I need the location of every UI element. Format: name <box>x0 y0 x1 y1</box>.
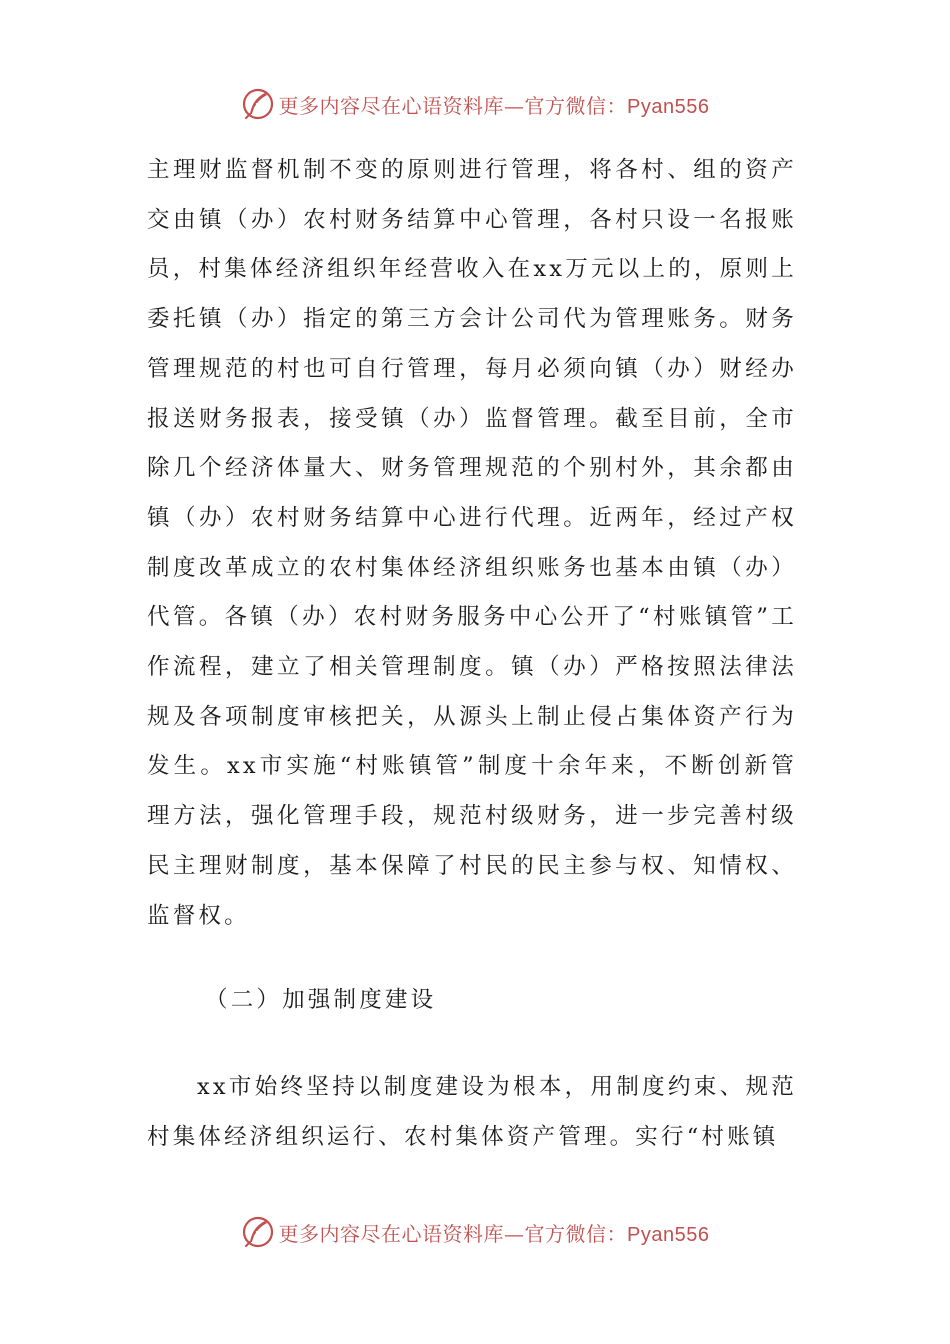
footer-watermark <box>0 1212 950 1252</box>
document-body <box>147 146 797 1150</box>
header-watermark <box>0 84 950 124</box>
body-paragraph-2: xx市始终坚持以制度建设为根本，用制度约束、规范村集体经济组织运行、农村集体资产管理。实行“村账镇 <box>147 1074 797 1150</box>
watermark-wechat-id: Pyan556 <box>627 95 710 118</box>
body-paragraph-1: 主理财监督机制不变的原则进行管理，将各村、组的资产交由镇（办）农村财务结算中心管理，各村只设一名报账员，村集体经济组织年经营收入在xx万元以上的，原则上委托镇（办）指定的第三方会计公司代为管理账务。财务管理规范的村也可自行管理，每月必须向镇（办）财经办报送财务报表，接受镇（办）监督管理。截至目前，全市除几个经济体量大、财务管理规范的个别村外，其余都由镇（办）农村财务结算中心进行代理。近两年，经过产权制度改革成立的农村集体经济组织账务也基本由镇（办）代管。各镇（办）农村财务服务中心公开了“村账镇管”工作流程，建立了相关管理制度。镇（办）严格按照法律法规及各项制度审核把关，从源头上制止侵占集体资产行为发生。xx市实施“村账镇管”制度十余年来，不断创新管理方法，强化管理手段，规范村级财务，进一步完善村级民主理财制度，基本保障了村民的民主参与权、知情权、监督权。 <box>147 157 797 929</box>
watermark-text <box>279 1218 710 1247</box>
feather-pen-logo-icon <box>241 1215 275 1249</box>
watermark-text <box>279 90 710 119</box>
feather-pen-logo-icon <box>241 87 275 121</box>
watermark-slogan: 更多内容尽在心语资料库—官方微信： <box>278 1221 628 1246</box>
section-heading: （二）加强制度建设 <box>205 987 437 1013</box>
watermark-wechat-id: Pyan556 <box>627 1223 710 1246</box>
watermark-slogan: 更多内容尽在心语资料库—官方微信： <box>278 93 628 118</box>
